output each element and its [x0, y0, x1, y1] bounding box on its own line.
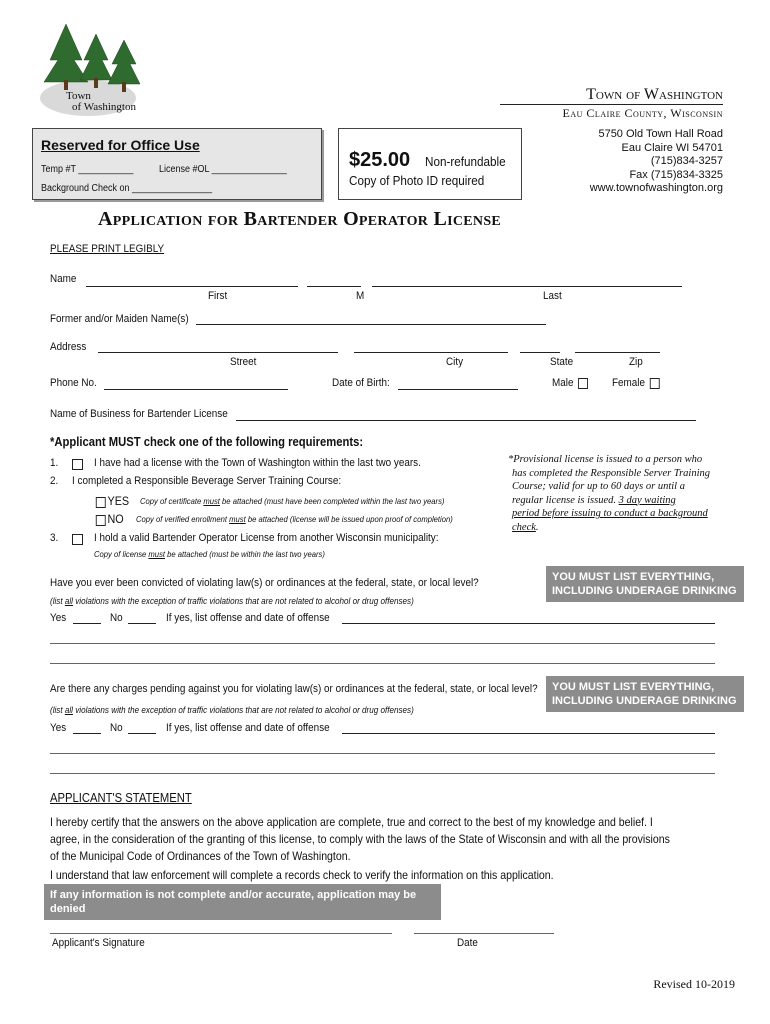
req-2-yes-row	[94, 494, 129, 508]
req-2-number: 2.	[50, 475, 59, 487]
convictions-banner: YOU MUST LIST EVERYTHING, INCLUDING UNDERAGE DRINKING	[546, 566, 744, 602]
office-use-box	[32, 128, 322, 200]
zip-caption: Zip	[629, 356, 643, 368]
req-2-text: I completed a Responsible Beverage Server Training Course:	[72, 475, 342, 487]
req-3-note: Copy of license must be attached (must be within the last two years)	[94, 549, 325, 559]
pending-no-label: No	[110, 722, 123, 734]
phone-input[interactable]	[104, 389, 288, 390]
logo-text-washington: of Washington	[72, 101, 136, 113]
address-label: Address	[50, 341, 87, 353]
statement-body: I hereby certify that the answers on the above application are complete, true and correct to the best of my knowledge and belief. I agree, in the consideration of the granting of this license, to comply with the laws of the State of Wisconsin and with all the provisions of the Municipal Code of Ordinances of the Town of Washington. I understand that law enforcement will complete a records check to verify the information on this application.	[50, 815, 670, 882]
convictions-note: (list all violations with the exception of traffic violations that are not related to alcohol or drug offenses)	[50, 596, 414, 606]
pending-offense-input-3[interactable]	[50, 773, 715, 774]
city-input[interactable]	[354, 352, 508, 353]
req-3-number: 3.	[50, 532, 59, 544]
temp-number-field[interactable]: Temp #T ___________	[41, 164, 134, 175]
fee-box	[338, 128, 522, 200]
county-name: Eau Claire County, Wisconsin	[562, 106, 723, 120]
print-legibly-note: PLEASE PRINT LEGIBLY	[50, 243, 165, 255]
male-label: Male	[552, 377, 590, 389]
photo-id-note: Copy of Photo ID required	[349, 173, 485, 188]
pending-offense-input-2[interactable]	[50, 753, 715, 754]
pending-yes-input[interactable]	[73, 733, 101, 734]
req-1-checkbox[interactable]	[72, 459, 83, 470]
dob-label: Date of Birth:	[332, 377, 390, 389]
convictions-no-label: No	[110, 612, 123, 624]
convictions-offense-input-3[interactable]	[50, 663, 715, 664]
first-caption: First	[208, 290, 228, 302]
requirements-heading: *Applicant MUST check one of the following requirements:	[50, 435, 364, 449]
revised-date: Revised 10-2019	[653, 977, 735, 991]
city-caption: City	[446, 356, 464, 368]
convictions-offense-input-1[interactable]	[342, 623, 715, 624]
logo-text-town: Town	[66, 90, 91, 102]
signature-caption: Applicant's Signature	[52, 937, 145, 949]
date-caption: Date	[457, 937, 478, 949]
business-label: Name of Business for Bartender License	[50, 408, 228, 420]
last-name-input[interactable]	[372, 286, 682, 287]
convictions-no-input[interactable]	[128, 623, 156, 624]
pending-yes-label: Yes	[50, 722, 67, 734]
page-title: Application for Bartender Operator License	[98, 208, 502, 230]
statement-heading: APPLICANT'S STATEMENT	[50, 791, 192, 805]
female-checkbox[interactable]	[650, 378, 660, 389]
pending-note: (list all violations with the exception of traffic violations that are not related to alcohol or drug offenses)	[50, 705, 414, 715]
req-1-text: I have had a license with the Town of Washington within the last two years.	[94, 457, 421, 469]
contact-block	[590, 128, 723, 196]
name-label: Name	[50, 273, 77, 285]
convictions-question: Have you ever been convicted of violating law(s) or ordinances at the federal, state, or local level?	[50, 577, 479, 589]
address-line-2: Eau Claire WI 54701	[621, 141, 723, 154]
former-name-label: Former and/or Maiden Name(s)	[50, 313, 189, 325]
req-2-yes-label: YES	[107, 494, 130, 508]
state-input[interactable]	[520, 352, 560, 353]
req-2-no-checkbox[interactable]	[96, 515, 106, 526]
fax-number: Fax (715)834-3325	[629, 168, 723, 181]
phone-label: Phone No.	[50, 377, 97, 389]
header-rule	[500, 104, 723, 105]
date-input[interactable]	[414, 933, 554, 934]
req-2-yes-note: Copy of certificate must be attached (must have been completed within the last two years)	[140, 496, 445, 506]
state-caption: State	[550, 356, 574, 368]
req-2-yes-checkbox[interactable]	[96, 497, 106, 508]
last-caption: Last	[543, 290, 562, 302]
pending-question: Are there any charges pending against you for violating law(s) or ordinances at the federal, state, or local level?	[50, 683, 538, 695]
convictions-offense-input-2[interactable]	[50, 643, 715, 644]
req-3-checkbox[interactable]	[72, 534, 83, 545]
address-line-1: 5750 Old Town Hall Road	[598, 128, 723, 140]
req-2-no-row	[94, 512, 124, 526]
female-label: Female	[612, 377, 661, 389]
background-check-field[interactable]: Background Check on ________________	[41, 183, 213, 194]
req-3-text: I hold a valid Bartender Operator License from another Wisconsin municipality:	[94, 532, 439, 544]
req-1-number: 1.	[50, 457, 59, 469]
req-2-no-label: NO	[107, 512, 124, 526]
street-input[interactable]	[98, 352, 338, 353]
first-name-input[interactable]	[86, 286, 298, 287]
convictions-yes-input[interactable]	[73, 623, 101, 624]
zip-input[interactable]	[575, 352, 660, 353]
town-name: Town of Washington	[586, 86, 723, 103]
office-use-title: Reserved for Office Use	[41, 137, 200, 153]
former-name-input[interactable]	[196, 324, 546, 325]
business-input[interactable]	[236, 420, 696, 421]
pending-if-yes-label: If yes, list offense and date of offense	[166, 722, 330, 734]
street-caption: Street	[230, 356, 257, 368]
middle-caption: M	[356, 290, 365, 302]
pending-offense-input-1[interactable]	[342, 733, 715, 734]
signature-input[interactable]	[50, 933, 392, 934]
fee-refund-note: Non-refundable	[425, 154, 506, 169]
convictions-if-yes-label: If yes, list offense and date of offense	[166, 612, 330, 624]
license-number-field[interactable]: License #OL _______________	[159, 164, 287, 175]
provisional-note: *Provisional license is issued to a person who has completed the Responsible Server Training Course; valid for up to 60 days or until a regular license is issued. 3 day waiting period before issuing to conduct a background check.	[508, 454, 711, 533]
middle-initial-input[interactable]	[307, 286, 361, 287]
dob-input[interactable]	[398, 389, 518, 390]
male-checkbox[interactable]	[578, 378, 588, 389]
pending-banner: YOU MUST LIST EVERYTHING, INCLUDING UNDERAGE DRINKING	[546, 676, 744, 712]
website-link[interactable]: www.townofwashington.org	[589, 182, 723, 194]
pending-no-input[interactable]	[128, 733, 156, 734]
req-2-no-note: Copy of verified enrollment must be attached (license will be issued upon proof of completion)	[136, 514, 453, 524]
phone-number: (715)834-3257	[650, 155, 723, 167]
fee-amount: $25.00	[349, 149, 411, 171]
incomplete-warning: If any information is not complete and/or accurate, application may be denied	[44, 884, 441, 920]
convictions-yes-label: Yes	[50, 612, 67, 624]
